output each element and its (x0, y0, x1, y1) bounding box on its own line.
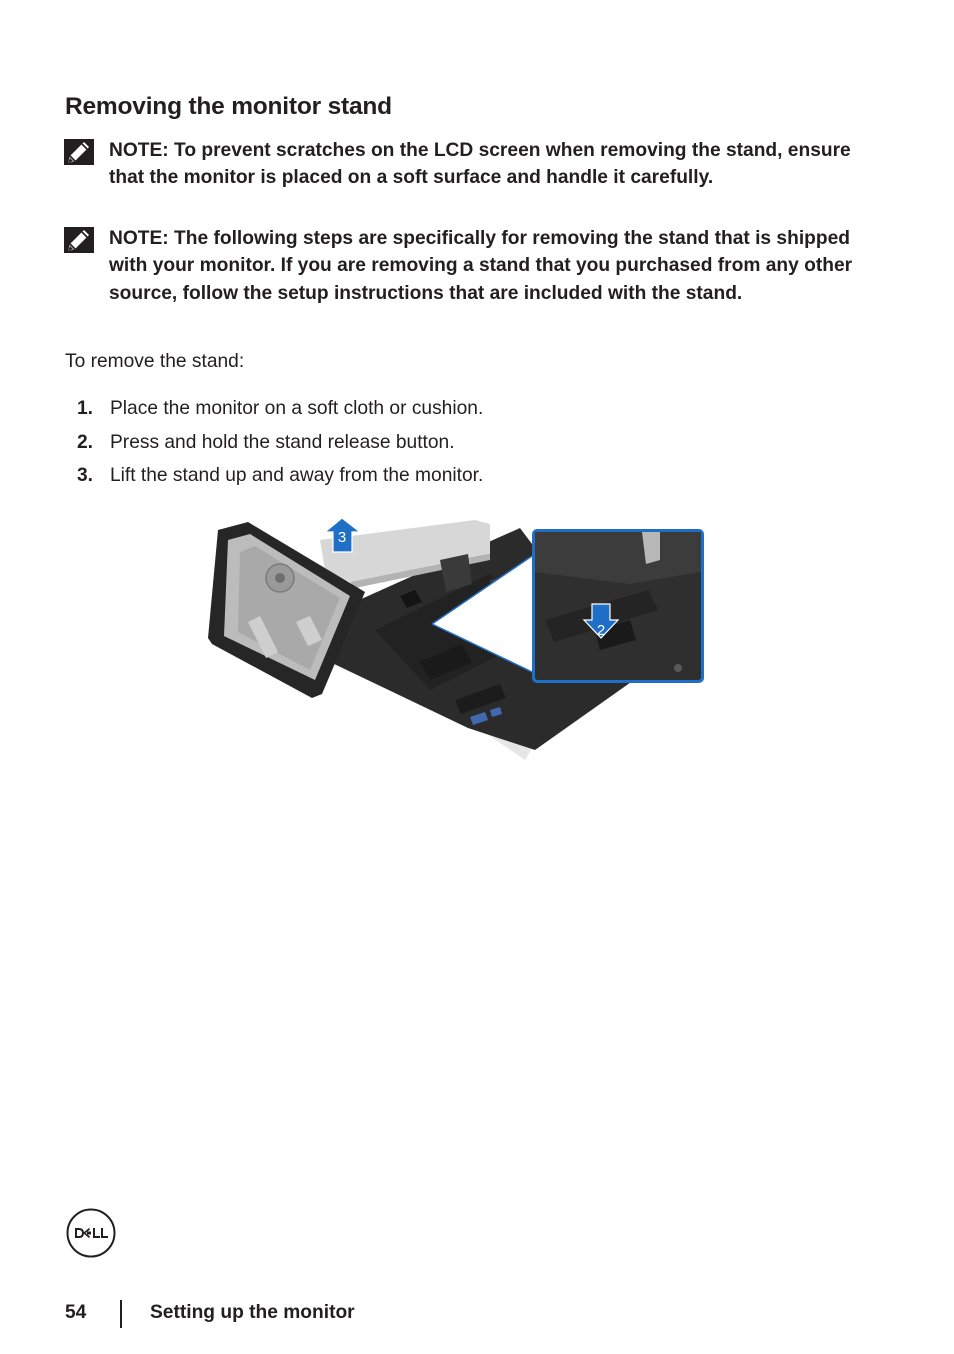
step-number: 2. (77, 431, 94, 453)
footer-divider (120, 1300, 122, 1328)
callout-3-label: 3 (337, 529, 347, 546)
stand-removal-illustration (200, 512, 715, 767)
callout-2-label: 2 (596, 622, 606, 639)
step-text: Place the monitor on a soft cloth or cushion. (110, 398, 484, 419)
note-text: NOTE: The following steps are specifically for removing the stand that is shipped with your monitor. If you are removing a stand that you purchased from any other source, follow the setup instructions that are included with the stand. (109, 228, 853, 304)
note-scratches (64, 137, 864, 192)
section-name: Setting up the monitor (150, 1302, 355, 1323)
note-pencil-icon (64, 139, 94, 165)
note-pencil-icon (64, 227, 94, 253)
page-number: 54 (65, 1302, 87, 1323)
dell-logo (66, 1208, 116, 1258)
page-title: Removing the monitor stand (65, 93, 392, 120)
intro-text: To remove the stand: (65, 351, 245, 372)
note-text: NOTE: To prevent scratches on the LCD screen when removing the stand, ensure that the monitor is placed on a soft surface and handle it carefully. (109, 140, 851, 189)
note-shipped-stand (64, 225, 864, 307)
step-number: 3. (77, 465, 94, 486)
step-text: Press and hold the stand release button. (110, 431, 455, 453)
step-number: 1. (77, 398, 94, 419)
step-text: Lift the stand up and away from the monitor. (110, 465, 484, 486)
